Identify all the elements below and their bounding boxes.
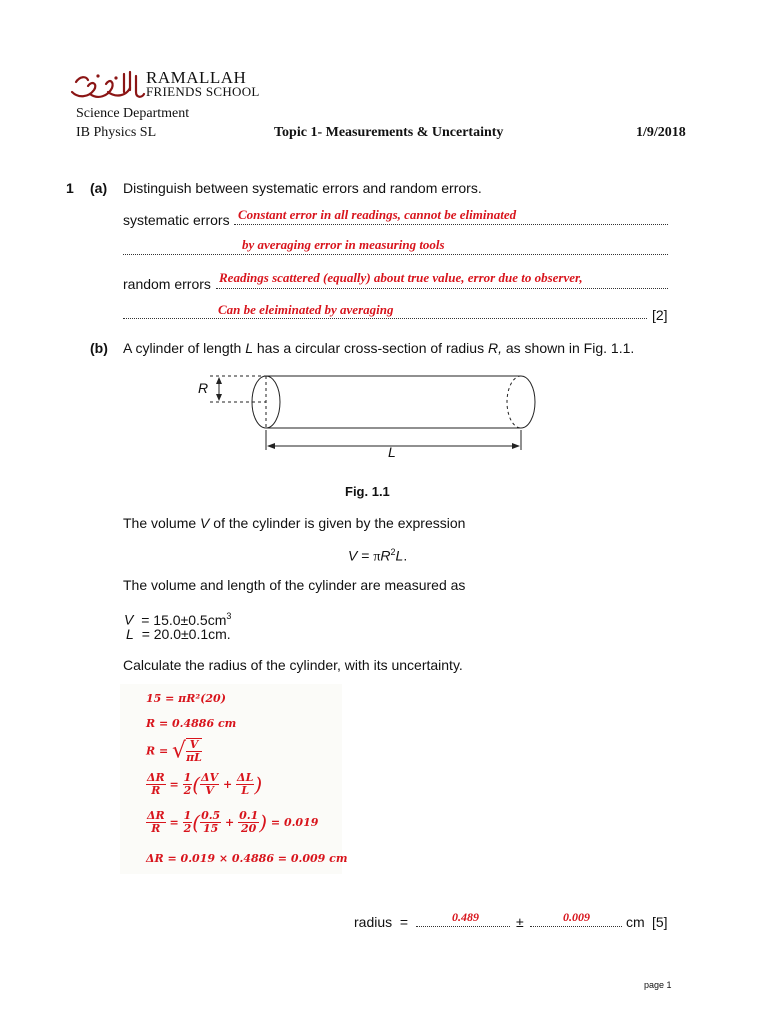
work4-b-den: L bbox=[241, 784, 250, 797]
answer-label: radius = bbox=[354, 914, 409, 930]
work4-a bbox=[200, 772, 219, 797]
part-b-marks: [5] bbox=[652, 914, 668, 930]
work4-half bbox=[183, 772, 193, 797]
answer-plus-minus: ± bbox=[516, 914, 524, 930]
work5-b bbox=[238, 810, 259, 835]
work-line-1: 15 = πR²(20) bbox=[146, 692, 226, 705]
measured-length bbox=[126, 626, 231, 642]
date: 1/9/2018 bbox=[636, 125, 686, 140]
school-name-line2: FRIENDS SCHOOL bbox=[146, 84, 260, 99]
answer-uncertainty-line bbox=[530, 926, 622, 927]
calligraphy-logo-icon bbox=[68, 68, 146, 104]
measured-L-symbol: L bbox=[126, 626, 134, 642]
work4-lhs-num: ΔR bbox=[147, 771, 165, 784]
part-a-prompt: Distinguish between systematic errors and random errors. bbox=[123, 180, 482, 196]
formula-period: . bbox=[403, 547, 408, 564]
work4-half-den: 2 bbox=[183, 784, 192, 797]
formula-equals: = bbox=[357, 547, 374, 564]
systematic-answer-1: Constant error in all readings, cannot be eliminated bbox=[238, 207, 517, 222]
work5-close-paren: ) bbox=[259, 810, 268, 835]
school-name-line1: RAMALLAH bbox=[146, 68, 247, 87]
work5-lhs-num: ΔR bbox=[147, 809, 165, 822]
work5-a-den: 15 bbox=[202, 822, 219, 835]
page-number: page 1 bbox=[644, 980, 672, 990]
work4-a-den: V bbox=[205, 784, 214, 797]
work5-lhs bbox=[146, 810, 166, 835]
sqrt-icon: √ bbox=[172, 738, 187, 764]
work-line-4 bbox=[146, 772, 262, 797]
work4-lhs-den: R bbox=[151, 784, 161, 797]
work4-lhs bbox=[146, 772, 166, 797]
work5-equals: = bbox=[169, 816, 179, 829]
work5-a-num: 0.5 bbox=[201, 809, 221, 822]
measured-V-symbol: V bbox=[124, 611, 134, 628]
formula-exponent: 2 bbox=[390, 547, 396, 557]
volume-intro bbox=[123, 515, 465, 531]
work3-lhs: R = bbox=[146, 744, 169, 758]
answer-uncertainty-value: 0.009 bbox=[563, 910, 590, 924]
work3-den: πL bbox=[186, 751, 202, 764]
work-line-6: ΔR = 0.019 × 0.4886 = 0.009 cm bbox=[146, 852, 348, 865]
formula-V: V bbox=[348, 547, 358, 564]
work4-b-num: ΔL bbox=[237, 771, 254, 784]
work-line-3 bbox=[146, 738, 202, 764]
random-answer-1: Readings scattered (equally) about true value, error due to observer, bbox=[219, 270, 583, 285]
formula-L: L bbox=[395, 547, 404, 564]
work5-a bbox=[200, 810, 221, 835]
school-logo bbox=[68, 68, 146, 104]
work5-b-den: 20 bbox=[241, 822, 257, 835]
cylinder-figure bbox=[190, 366, 550, 466]
measured-V-exponent: 3 bbox=[226, 611, 232, 621]
volume-text-2: of the cylinder is given by the expression bbox=[209, 515, 466, 531]
figure-label-L: L bbox=[388, 444, 396, 460]
question-number: 1 bbox=[66, 180, 74, 196]
random-line-2 bbox=[123, 318, 647, 319]
measured-V-value: = 15.0±0.5cm bbox=[141, 611, 227, 628]
work3-num: V bbox=[186, 739, 202, 752]
prompt-symbol-R: R, bbox=[487, 340, 502, 356]
work5-lhs-den: R bbox=[151, 822, 161, 835]
work4-plus: + bbox=[222, 778, 233, 791]
work3-fraction bbox=[186, 738, 202, 764]
work4-b bbox=[236, 772, 254, 797]
part-b-prompt bbox=[123, 340, 634, 356]
work4-open-paren: ( bbox=[192, 772, 201, 797]
work-line-5 bbox=[146, 810, 318, 835]
figure-caption: Fig. 1.1 bbox=[345, 484, 390, 499]
work4-a-num: ΔV bbox=[201, 771, 219, 784]
answer-radius-line bbox=[416, 926, 510, 927]
prompt-text-3: as shown in Fig. 1.1. bbox=[501, 340, 635, 356]
work-line-2: R = 0.4886 cm bbox=[146, 717, 237, 730]
work4-half-num: 1 bbox=[183, 771, 192, 784]
work5-result: = 0.019 bbox=[270, 816, 319, 829]
topic-title: Topic 1- Measurements & Uncertainty bbox=[274, 125, 504, 140]
volume-formula bbox=[348, 547, 407, 566]
work5-b-num: 0.1 bbox=[239, 809, 259, 822]
course: IB Physics SL bbox=[76, 125, 157, 140]
prompt-symbol-L: L bbox=[245, 340, 253, 356]
random-answer-2: Can be eleiminated by averaging bbox=[218, 302, 394, 317]
work5-half-num: 1 bbox=[183, 809, 192, 822]
part-a-label: (a) bbox=[90, 180, 108, 196]
prompt-text-1: A cylinder of length bbox=[123, 340, 246, 356]
department: Science Department bbox=[76, 106, 190, 121]
calc-prompt: Calculate the radius of the cylinder, with its uncertainty. bbox=[123, 657, 463, 673]
work4-close-paren: ) bbox=[254, 772, 263, 797]
random-label: random errors bbox=[123, 276, 211, 292]
volume-symbol-V: V bbox=[200, 515, 210, 531]
work5-half bbox=[183, 810, 193, 835]
systematic-line-1 bbox=[234, 224, 668, 225]
work5-open-paren: ( bbox=[192, 810, 201, 835]
prompt-text-2: has a circular cross-section of radius bbox=[252, 340, 488, 356]
formula-R: R bbox=[380, 547, 391, 564]
systematic-label: systematic errors bbox=[123, 212, 230, 228]
answer-unit: cm bbox=[626, 914, 645, 930]
figure-label-R: R bbox=[198, 380, 209, 396]
volume-text-1: The volume bbox=[123, 515, 201, 531]
part-b-label: (b) bbox=[90, 340, 108, 356]
measured-L-value: = 20.0±0.1cm. bbox=[141, 626, 231, 642]
work4-equals: = bbox=[169, 778, 179, 791]
systematic-line-2 bbox=[123, 254, 668, 255]
measured-intro: The volume and length of the cylinder are measured as bbox=[123, 577, 466, 593]
part-a-marks: [2] bbox=[652, 307, 668, 323]
answer-radius-value: 0.489 bbox=[452, 910, 479, 924]
random-line-1 bbox=[216, 288, 668, 289]
work5-plus: + bbox=[225, 816, 235, 829]
work5-half-den: 2 bbox=[183, 822, 192, 835]
formula-pi: π bbox=[373, 549, 381, 565]
systematic-answer-2: by averaging error in measuring tools bbox=[242, 237, 445, 252]
